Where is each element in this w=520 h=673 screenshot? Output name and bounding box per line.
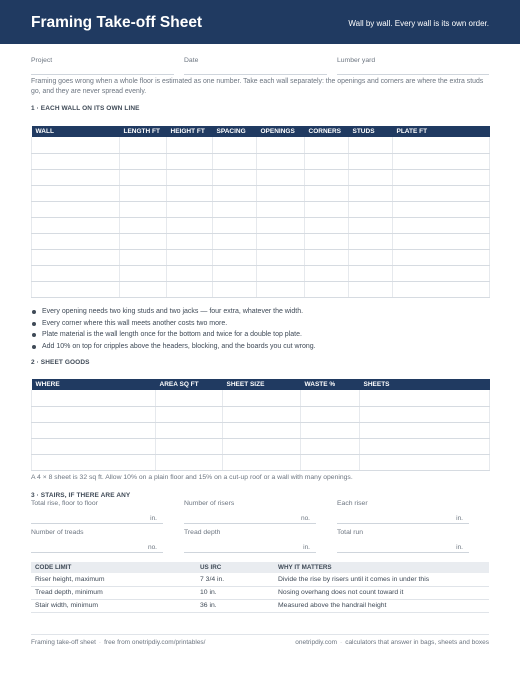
limits-table-header: [31, 562, 489, 573]
table-cell[interactable]: [120, 153, 167, 169]
sheet-table-body: [32, 390, 490, 470]
table-cell[interactable]: [213, 153, 257, 169]
table-row: [32, 390, 490, 406]
table-cell[interactable]: [32, 217, 120, 233]
table-row: [32, 201, 490, 217]
section-1-title: 1 · EACH WALL ON ITS OWN LINE: [31, 105, 140, 112]
table-row: [31, 586, 489, 599]
col-plate-ft: PLATE FT: [393, 126, 490, 137]
col-sheets: SHEETS: [360, 379, 490, 390]
table-cell[interactable]: [213, 233, 257, 249]
table-cell[interactable]: [156, 454, 223, 470]
table-cell[interactable]: [167, 265, 213, 281]
table-cell[interactable]: [32, 390, 156, 406]
number-of-treads-label: Number of treads: [31, 529, 84, 536]
table-cell[interactable]: [305, 201, 349, 217]
col-openings: OPENINGS: [257, 126, 305, 137]
table-cell: Measured above the handrail height: [274, 599, 489, 612]
bullet-icon: [32, 333, 36, 337]
total-run-field[interactable]: [337, 529, 469, 553]
table-row: [32, 438, 490, 454]
table-row: [32, 422, 490, 438]
table-cell[interactable]: [349, 185, 393, 201]
note-text: Plate material is the wall length once for the bottom and twice for a double top plate.: [42, 331, 302, 338]
table-row: [32, 249, 490, 265]
intro-text: Framing goes wrong when a whole floor is estimated as one number. Take each wall separately: the openings and corners are where the extra studs go, and they are never spread evenly.: [31, 78, 484, 95]
footer-separator: ·: [340, 639, 343, 646]
footer-sheet-name: Framing take-off sheet: [31, 639, 96, 646]
table-row: [32, 185, 490, 201]
table-cell: 7 3/4 in.: [196, 573, 274, 586]
footer-site[interactable]: onetripdiy.com: [295, 639, 338, 646]
table-row: [32, 233, 490, 249]
table-cell[interactable]: [213, 265, 257, 281]
each-riser-label: Each riser: [337, 500, 368, 507]
table-cell[interactable]: [32, 265, 120, 281]
col-code-limit: CODE LIMIT: [31, 562, 196, 573]
table-cell[interactable]: [120, 281, 167, 297]
table-cell[interactable]: [349, 201, 393, 217]
table-cell[interactable]: [360, 390, 490, 406]
col-spacing: SPACING: [213, 126, 257, 137]
table-cell[interactable]: [360, 454, 490, 470]
table-cell[interactable]: [120, 169, 167, 185]
table-cell[interactable]: [32, 169, 120, 185]
table-cell[interactable]: [393, 265, 490, 281]
total-rise-unit: in.: [150, 515, 157, 522]
table-cell[interactable]: [301, 390, 360, 406]
page-tagline: Wall by wall. Every wall is its own order.: [348, 19, 489, 28]
table-cell[interactable]: [32, 201, 120, 217]
table-cell[interactable]: [305, 281, 349, 297]
table-cell[interactable]: [393, 185, 490, 201]
table-cell[interactable]: [349, 217, 393, 233]
table-cell: Stair width, minimum: [31, 599, 196, 612]
col-us-irc: US IRC: [196, 562, 274, 573]
col-corners: CORNERS: [305, 126, 349, 137]
table-cell[interactable]: [305, 265, 349, 281]
col-sheet-size: SHEET SIZE: [223, 379, 301, 390]
table-cell[interactable]: [349, 249, 393, 265]
lumber-yard-label: Lumber yard: [337, 57, 376, 64]
table-cell[interactable]: [120, 249, 167, 265]
table-cell[interactable]: [167, 217, 213, 233]
footer-right: [295, 639, 489, 646]
note-item: [31, 318, 491, 330]
table-cell[interactable]: [120, 137, 167, 153]
section-2-title: 2 · SHEET GOODS: [31, 359, 90, 366]
table-cell[interactable]: [32, 281, 120, 297]
total-rise-field[interactable]: [31, 500, 163, 524]
each-riser-field[interactable]: [337, 500, 469, 524]
table-cell[interactable]: [167, 169, 213, 185]
table-cell[interactable]: [360, 422, 490, 438]
footer-divider: [31, 634, 489, 635]
bullet-icon: [32, 345, 36, 349]
table-cell[interactable]: [213, 249, 257, 265]
table-cell[interactable]: [167, 281, 213, 297]
tread-depth-label: Tread depth: [184, 529, 221, 536]
table-cell[interactable]: [257, 201, 305, 217]
table-cell: Nosing overhang does not count toward it: [274, 586, 489, 599]
wall-table-header: [32, 126, 490, 137]
table-cell[interactable]: [32, 438, 156, 454]
note-item: [31, 341, 491, 353]
table-cell[interactable]: [349, 281, 393, 297]
table-cell[interactable]: [167, 137, 213, 153]
table-cell[interactable]: [213, 137, 257, 153]
each-riser-unit: in.: [456, 515, 463, 522]
bullet-icon: [32, 310, 36, 314]
table-cell[interactable]: [223, 438, 301, 454]
tread-depth-unit: in.: [303, 544, 310, 551]
table-cell[interactable]: [257, 185, 305, 201]
number-of-treads-field[interactable]: [31, 529, 163, 553]
table-row: [31, 573, 489, 586]
table-cell[interactable]: [349, 137, 393, 153]
table-cell[interactable]: [213, 201, 257, 217]
table-cell[interactable]: [301, 454, 360, 470]
table-cell[interactable]: [257, 169, 305, 185]
table-cell[interactable]: [305, 217, 349, 233]
number-of-risers-field[interactable]: [184, 500, 316, 524]
table-cell[interactable]: [32, 422, 156, 438]
table-cell[interactable]: [223, 422, 301, 438]
col-studs: STUDS: [349, 126, 393, 137]
table-row: [32, 265, 490, 281]
table-cell[interactable]: [393, 201, 490, 217]
table-cell[interactable]: [32, 185, 120, 201]
table-cell[interactable]: [305, 185, 349, 201]
table-cell[interactable]: [305, 249, 349, 265]
total-rise-label: Total rise, floor to floor: [31, 500, 98, 507]
col-area-sq-ft: AREA SQ FT: [156, 379, 223, 390]
table-cell[interactable]: [156, 438, 223, 454]
table-cell[interactable]: [257, 233, 305, 249]
col-waste-pct: WASTE %: [301, 379, 360, 390]
page-title: Framing Take-off Sheet: [31, 14, 203, 31]
table-cell[interactable]: [349, 169, 393, 185]
table-cell: Tread depth, minimum: [31, 586, 196, 599]
table-cell[interactable]: [32, 137, 120, 153]
col-height-ft: HEIGHT FT: [167, 126, 213, 137]
number-of-risers-unit: no.: [300, 515, 310, 522]
table-row: [32, 454, 490, 470]
table-cell[interactable]: [213, 185, 257, 201]
table-cell: Divide the rise by risers until it comes in under this: [274, 573, 489, 586]
header-banner: [0, 0, 520, 44]
table-cell[interactable]: [393, 281, 490, 297]
table-cell[interactable]: [156, 390, 223, 406]
table-cell[interactable]: [167, 249, 213, 265]
table-cell[interactable]: [257, 217, 305, 233]
table-cell[interactable]: [305, 153, 349, 169]
table-cell[interactable]: [32, 249, 120, 265]
total-run-unit: in.: [456, 544, 463, 551]
code-limits-table: [31, 562, 489, 613]
section-3-title: 3 · STAIRS, IF THERE ARE ANY: [31, 492, 131, 499]
lumber-yard-field[interactable]: [337, 57, 489, 75]
wall-notes: [31, 306, 491, 352]
total-run-label: Total run: [337, 529, 364, 536]
table-cell[interactable]: [223, 406, 301, 422]
table-cell[interactable]: [301, 422, 360, 438]
table-cell[interactable]: [167, 185, 213, 201]
date-label: Date: [184, 57, 199, 64]
table-cell[interactable]: [393, 217, 490, 233]
sheet-goods-table: [31, 379, 490, 471]
table-cell: 10 in.: [196, 586, 274, 599]
table-cell[interactable]: [32, 406, 156, 422]
table-cell[interactable]: [120, 233, 167, 249]
table-cell[interactable]: [120, 201, 167, 217]
table-cell[interactable]: [349, 153, 393, 169]
wall-table-body: [32, 137, 490, 297]
table-row: [32, 153, 490, 169]
table-cell[interactable]: [156, 422, 223, 438]
note-text: Every corner where this wall meets another costs two more.: [42, 319, 228, 327]
table-row: [32, 169, 490, 185]
note-text: Add 10% on top for cripples above the headers, blocking, and the boards you cut wrong.: [42, 342, 316, 350]
sheet-goods-note: A 4 × 8 sheet is 32 sq ft. Allow 10% on a plain floor and 15% on a cut-up roof or a wall with many openings.: [31, 474, 353, 481]
table-cell[interactable]: [223, 454, 301, 470]
table-row: [31, 599, 489, 612]
table-cell[interactable]: [257, 249, 305, 265]
tread-depth-field[interactable]: [184, 529, 316, 553]
table-cell: Riser height, maximum: [31, 573, 196, 586]
table-cell[interactable]: [223, 390, 301, 406]
table-row: [32, 137, 490, 153]
date-field[interactable]: [184, 57, 327, 75]
table-cell[interactable]: [167, 201, 213, 217]
table-cell[interactable]: [120, 265, 167, 281]
table-cell[interactable]: [213, 169, 257, 185]
project-field[interactable]: [31, 57, 174, 75]
table-cell[interactable]: [305, 233, 349, 249]
table-cell[interactable]: [120, 217, 167, 233]
table-cell[interactable]: [257, 281, 305, 297]
col-why-it-matters: WHY IT MATTERS: [274, 562, 489, 573]
table-cell[interactable]: [257, 265, 305, 281]
table-cell[interactable]: [213, 281, 257, 297]
table-cell[interactable]: [349, 265, 393, 281]
table-cell[interactable]: [393, 249, 490, 265]
table-cell[interactable]: [32, 233, 120, 249]
project-label: Project: [31, 57, 53, 64]
col-where: WHERE: [32, 379, 156, 390]
table-cell[interactable]: [305, 137, 349, 153]
table-row: [32, 281, 490, 297]
table-cell[interactable]: [393, 169, 490, 185]
table-cell[interactable]: [360, 438, 490, 454]
table-cell: 36 in.: [196, 599, 274, 612]
table-cell[interactable]: [301, 406, 360, 422]
table-cell[interactable]: [167, 233, 213, 249]
table-cell[interactable]: [360, 406, 490, 422]
number-of-risers-label: Number of risers: [184, 500, 235, 507]
footer-left: [31, 639, 206, 646]
note-item: [31, 329, 491, 341]
footer-source[interactable]: free from onetripdiy.com/printables/: [104, 639, 206, 646]
table-cell[interactable]: [393, 137, 490, 153]
table-cell[interactable]: [349, 233, 393, 249]
table-cell[interactable]: [305, 169, 349, 185]
table-row: [32, 217, 490, 233]
bullet-icon: [32, 322, 36, 326]
table-cell[interactable]: [393, 233, 490, 249]
table-cell[interactable]: [393, 153, 490, 169]
footer-separator: ·: [98, 639, 102, 646]
table-cell[interactable]: [32, 454, 156, 470]
footer-description: calculators that answer in bags, sheets and boxes: [345, 639, 489, 646]
table-cell[interactable]: [156, 406, 223, 422]
table-cell[interactable]: [167, 153, 213, 169]
sheet-table-header: [32, 379, 490, 390]
table-cell[interactable]: [257, 137, 305, 153]
table-cell[interactable]: [213, 217, 257, 233]
note-text: Every opening needs two king studs and two jacks — four extra, whatever the width.: [42, 308, 304, 315]
wall-table: [31, 126, 490, 298]
col-wall: WALL: [32, 126, 120, 137]
table-cell[interactable]: [301, 438, 360, 454]
col-length-ft: LENGTH FT: [120, 126, 167, 137]
table-row: [32, 406, 490, 422]
table-cell[interactable]: [32, 153, 120, 169]
table-cell[interactable]: [257, 153, 305, 169]
table-cell[interactable]: [120, 185, 167, 201]
note-item: [31, 306, 491, 318]
number-of-treads-unit: no.: [147, 544, 157, 551]
